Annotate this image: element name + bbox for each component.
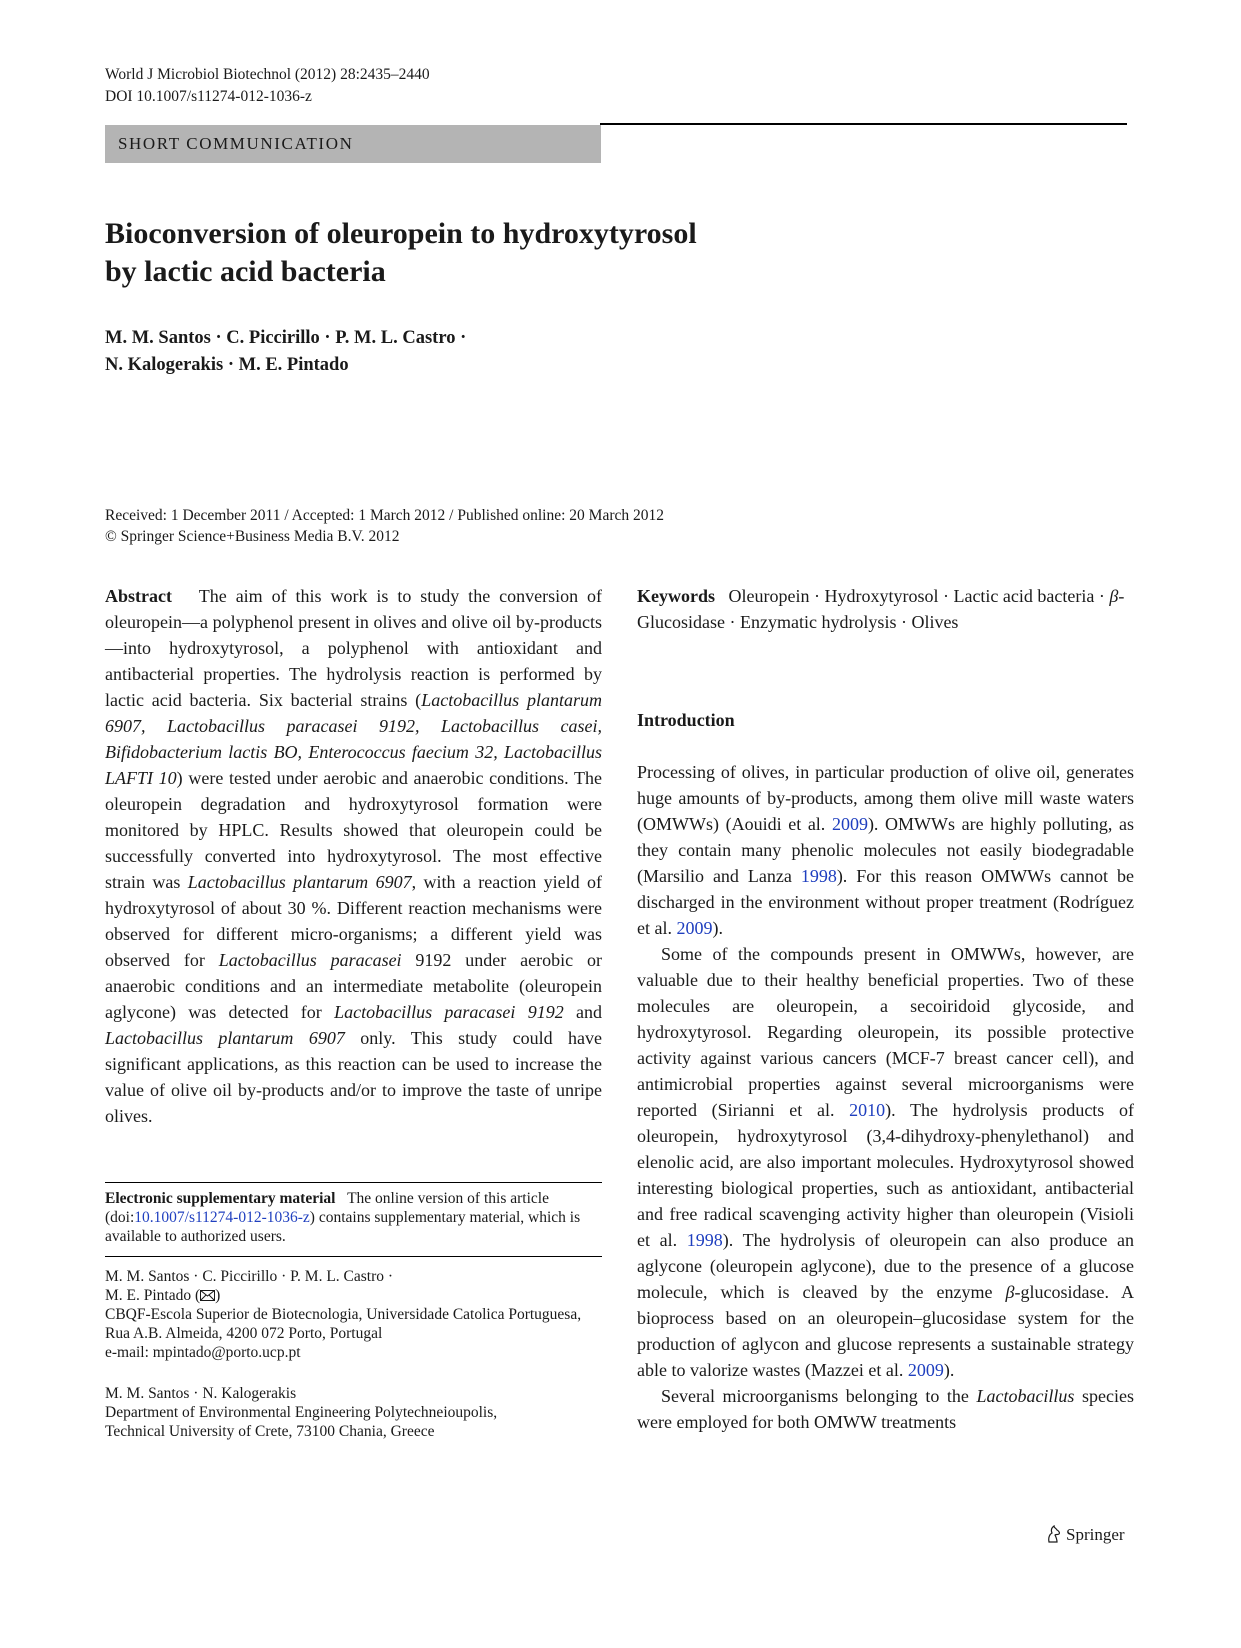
doi-link[interactable]: 10.1007/s11274-012-1036-z [134,1209,310,1226]
springer-horse-icon [1045,1525,1063,1543]
contact-email[interactable]: e-mail: mpintado@porto.ucp.pt [105,1344,301,1361]
affiliation-2: M. M. Santos · N. Kalogerakis Department of Environmental Engineering Polytechneioupolis, Technical University of Crete, 73100 Chania, Greece [105,1385,498,1440]
title-line-1: Bioconversion of oleuropein to hydroxytyrosol [105,217,697,250]
affiliation-1-org: CBQF-Escola Superior de Biotecnologia, Universidade Catolica Portuguesa, Rua A.B. Almeida, 4200 072 Porto, Portugal [105,1306,582,1342]
right-column [637,583,1134,635]
citation-link[interactable]: 2009 [676,918,713,938]
strain-list: Lactobacillus plantarum 6907, Lactobacillus paracasei 9192, Lactobacillus casei, Bifidobacterium lactis BO, Enterococcus faecium 32, Lactobacillus LAFTI 10 [105,690,602,788]
authors-line-1: M. M. Santos · C. Piccirillo · P. M. L. Castro · [105,328,467,348]
intro-paragraph-1: Processing of olives, in particular production of olive oil, generates huge amounts of by-products, among them olive mill waste waters (OMWWs) (Aouidi et al. 2009). OMWWs are highly polluting, as they contain many phenolic molecules not easily biodegradable (Marsilio and Lanza 1998). For this reason OMWWs cannot be discharged in the environment without proper treatment (Rodríguez et al. 2009). [637,762,1134,938]
introduction-body [637,759,1134,1435]
publisher-logo [1045,1525,1125,1545]
keywords-heading: Keywords [637,586,715,606]
affiliation-1: M. M. Santos · C. Piccirillo · P. M. L. Castro · M. E. Pintado ( ) CBQF-Escola Superior de Biotecnologia, Universidade Catolica Portuguesa, Rua A.B. Almeida, 4200 072 Porto, Portugal e-mail: mpintado@porto.ucp.pt [105,1267,602,1362]
citation-link[interactable]: 2010 [849,1100,886,1120]
citation-link[interactable]: 1998 [800,866,837,886]
keywords: Keywords Oleuropein · Hydroxytyrosol · Lactic acid bacteria · β-Glucosidase · Enzymatic hydrolysis · Olives [637,586,1125,632]
affiliation-rule [105,1256,602,1257]
header-rule [600,123,1127,125]
history-dates: Received: 1 December 2011 / Accepted: 1 March 2012 / Published online: 20 March 2012 [105,507,665,524]
article-title [105,215,865,291]
footnote-rule [105,1182,602,1183]
abstract-paragraph: Abstract The aim of this work is to study the conversion of oleuropein—a polyphenol present in olives and olive oil by-products—into hydroxytyrosol, a polyphenol with antioxidant and antibacterial properties. The hydrolysis reaction is performed by lactic acid bacteria. Six bacterial strains (Lactobacillus plantarum 6907, Lactobacillus paracasei 9192, Lactobacillus casei, Bifidobacterium lactis BO, Enterococcus faecium 32, Lactobacillus LAFTI 10) were tested under aerobic and anaerobic conditions. The oleuropein degradation and hydroxytyrosol formation were monitored by HPLC. Results showed that oleuropein could be successfully converted into hydroxytyrosol. The most effective strain was Lactobacillus plantarum 6907, with a reaction yield of hydroxytyrosol of about 30 %. Different reaction mechanisms were observed for different micro-organisms; a different yield was observed for Lactobacillus paracasei 9192 under aerobic or anaerobic conditions and an intermediate metabolite (oleuropein aglycone) was detected for Lactobacillus paracasei 9192 and Lactobacillus plantarum 6907 only. This study could have significant applications, as this reaction can be used to increase the value of olive oil by-products and/or to improve the taste of unripe olives. [105,586,603,1126]
author-list [105,325,805,379]
esm-heading: Electronic supplementary material [105,1190,336,1207]
abstract-heading: Abstract [105,586,172,606]
journal-citation: World J Microbiol Biotechnol (2012) 28:2435–2440 [105,66,430,83]
citation-link[interactable]: 2009 [907,1360,944,1380]
journal-header [105,64,430,108]
citation-link[interactable]: 1998 [686,1230,723,1250]
abstract-column [105,583,602,1129]
title-line-2: by lactic acid bacteria [105,255,386,288]
section-label: SHORT COMMUNICATION [105,125,601,163]
publisher-name: Springer [1066,1525,1125,1544]
citation-link[interactable]: 2009 [831,814,868,834]
intro-paragraph-3: Several microorganisms belonging to the Lactobacillus species were employed for both OMWW treatments [637,1386,1134,1432]
esm-note: Electronic supplementary material The online version of this article (doi:10.1007/s11274-012-1036-z) contains supplementary material, which is available to authorized users. [105,1190,581,1245]
introduction-section [637,707,1134,733]
copyright-line: © Springer Science+Business Media B.V. 2012 [105,528,400,545]
introduction-heading: Introduction [637,710,735,730]
doi-line: DOI 10.1007/s11274-012-1036-z [105,88,312,105]
envelope-icon [200,1290,215,1301]
authors-line-2: N. Kalogerakis · M. E. Pintado [105,355,349,375]
intro-paragraph-2: Some of the compounds present in OMWWs, however, are valuable due to their healthy beneficial properties. Two of these molecules are oleuropein, a secoiridoid glycoside, and hydroxytyrosol. Regarding oleuropein, its possible protective activity against various cancers (MCF-7 breast cancer cell), and antimicrobial properties against several microorganisms were reported (Sirianni et al. 2010). The hydrolysis products of oleuropein, hydroxytyrosol (3,4-dihydroxy-phenylethanol) and elenolic acid, are also important molecules. Hydroxytyrosol showed interesting biological properties, such as antioxidant, antibacterial and free radical scavenging activity higher than oleuropein (Visioli et al. 1998). The hydrolysis of oleuropein can also produce an aglycone (oleuropein aglycone), due to the presence of a glucose molecule, which is cleaved by the enzyme β-glucosidase. A bioprocess based on an oleuropein–glucosidase system for the production of aglycon and glucose represents a sustainable strategy able to valorize wastes (Mazzei et al. 2009). [637,944,1134,1380]
publication-dates [105,505,925,547]
